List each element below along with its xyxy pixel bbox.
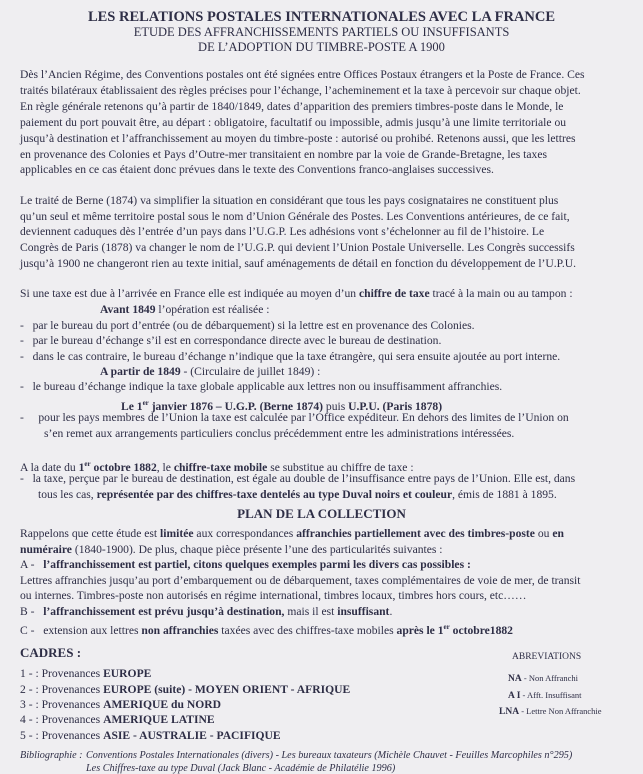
list-item: - pour les pays membres de l’Union la taxe est calculée par l’Office expéditeur. En dehors des limites de l’Union on bbox=[20, 411, 569, 424]
avant-1849-heading: Avant 1849 l’opération est réalisée : bbox=[100, 303, 270, 316]
berne-paragraph-line: qu’un seul et même territoire postal sous le nom d’Union Générale des Postes. Les Conventions antérieures, de ce fait, bbox=[20, 210, 570, 223]
plan-heading: PLAN DE LA COLLECTION bbox=[237, 506, 406, 521]
intro-paragraph-line: applicables en ce cas étaient donc prévues dans le texte des Conventions franco-anglaises successives. bbox=[20, 163, 494, 176]
chiffre-taxe-intro: A la date du 1er octobre 1882, le chiffre-taxe mobile se substitue au chiffre de taxe : bbox=[20, 460, 414, 474]
page-title: LES RELATIONS POSTALES INTERNATIONALES AVEC LA FRANCE bbox=[87, 9, 556, 25]
list-item-continuation: tous les cas, représentée par des chiffres-taxe dentelés au type Duval noirs et couleur, émis de 1881 à 1895. bbox=[38, 488, 557, 501]
plan-item-a-detail: Lettres affranchies jusqu’au port d’embarquement ou de débarquement, taxes complémentaires de voie de mer, de transit bbox=[20, 574, 581, 587]
upu-heading: Le 1er janvier 1876 – U.G.P. (Berne 1874) puis U.P.U. (Paris 1878) bbox=[121, 399, 443, 413]
cadres-heading: CADRES : bbox=[20, 645, 82, 660]
intro-paragraph-line: Dès l’Ancien Régime, des Conventions postales ont été signées entre Offices Postaux étrangers et la Poste de France. Ces bbox=[20, 68, 585, 81]
bibliography-label: Bibliographie : bbox=[20, 750, 83, 761]
berne-paragraph-line: Congrès de Paris (1878) va changer le nom de l’U.G.P. qui devient l’Union Postale Universelle. Les Congrès successifs bbox=[20, 241, 575, 254]
cadre-item: 4 - : Provenances AMERIQUE LATINE bbox=[20, 713, 215, 726]
abbreviation-item: LNA - Lettre Non Affranchie bbox=[499, 706, 602, 717]
page-subtitle-dates: DE L’ADOPTION DU TIMBRE-POSTE A 1900 bbox=[198, 40, 445, 54]
intro-paragraph-line: paiement du port pouvait être, au départ : obligatoire, facultatif ou impossible, admis jusqu’à une limite territoriale ou bbox=[20, 116, 567, 129]
list-item: - par le bureau d’échange s’il est en correspondance directe avec le bureau de destination. bbox=[20, 334, 442, 347]
intro-paragraph-line: en provenance des Colonies et Pays d’Outre-mer transitaient en nombre par la voie de Grande-Bretagne, les taxes bbox=[20, 148, 548, 161]
plan-paragraph-line: numéraire (1840-1900). De plus, chaque pièce présente l’une des particularités suivantes : bbox=[20, 543, 443, 556]
plan-item-c: C - extension aux lettres non affranchies taxées avec des chiffres-taxe mobiles après le 1er octobre1882 bbox=[20, 623, 513, 637]
intro-paragraph-line: traités bilatéraux établissaient des règles précises pour l’échange, l’acheminement et la taxe à percevoir sur chaque objet. bbox=[20, 84, 581, 97]
abbreviations-heading: ABREVIATIONS bbox=[512, 652, 582, 662]
taxe-intro: Si une taxe est due à l’arrivée en France elle est indiquée au moyen d’un chiffre de taxe tracé à la main ou au tampon : bbox=[20, 287, 573, 300]
plan-item-a: A - l’affranchissement est partiel, citons quelques exemples parmi les divers cas possibles : bbox=[20, 558, 471, 571]
intro-paragraph-line: jusqu’à destination et l’affranchissement au moyen du timbre-poste : autorisé ou prohibé. Retenons aussi, que les lettres bbox=[20, 132, 576, 145]
plan-item-b: B - l’affranchissement est prévu jusqu’à destination, mais il est insuffisant. bbox=[20, 605, 393, 618]
cadre-item: 3 - : Provenances AMERIQUE du NORD bbox=[20, 698, 221, 711]
berne-paragraph-line: deviennent caduques dès l’entrée d’un pays dans l’U.G.P. Les adhésions vont s’échelonner au fil de l’histoire. Le bbox=[20, 225, 545, 238]
berne-paragraph-line: Le traité de Berne (1874) va simplifier la situation en considérant que tous les pays cosignataires ne constituent plus bbox=[20, 194, 559, 207]
emphasis: chiffre de taxe bbox=[359, 287, 430, 300]
cadre-item: 1 - : Provenances EUROPE bbox=[20, 667, 152, 680]
list-item: - dans le cas contraire, le bureau d’échange n’indique que la taxe étrangère, qui sera ensuite ajoutée au port interne. bbox=[20, 350, 561, 363]
bibliography-entry: Les Chiffres-taxe au type Duval (Jack Blanc - Académie de Philatélie 1996) bbox=[86, 763, 396, 774]
berne-paragraph-line: jusqu’à 1900 ne changeront rien au texte initial, sauf aménagements de détail en fonction du développement de l’U.P.U. bbox=[20, 257, 577, 270]
bibliography-entry: Conventions Postales Internationales (divers) - Les bureaux taxateurs (Michèle Chauvet - Feuilles Marcophiles n°295) bbox=[86, 750, 573, 761]
list-item: - par le bureau du port d’entrée (ou de débarquement) si la lettre est en provenance des Colonies. bbox=[20, 319, 475, 332]
abbreviation-item: A I - Afft. Insuffisant bbox=[508, 690, 582, 701]
plan-paragraph-line: Rappelons que cette étude est limitée aux correspondances affranchies partiellement avec des timbres-poste ou en bbox=[20, 527, 564, 540]
partir-1849-heading: A partir de 1849 - (Circulaire de juillet 1849) : bbox=[100, 365, 321, 378]
abbreviation-item: NA - Non Affranchi bbox=[508, 673, 578, 684]
cadre-item: 2 - : Provenances EUROPE (suite) - MOYEN ORIENT - AFRIQUE bbox=[20, 683, 351, 696]
list-item: - le bureau d’échange indique la taxe globale applicable aux lettres non ou insuffisamment affranchies. bbox=[20, 380, 503, 393]
page-subtitle: ETUDE DES AFFRANCHISSEMENTS PARTIELS OU INSUFFISANTS bbox=[133, 25, 510, 39]
list-item: - la taxe, perçue par le bureau de destination, est égale au double de l’insuffisance entre pays de l’Union. Elle est, dans bbox=[20, 472, 576, 485]
cadre-item: 5 - : Provenances ASIE - AUSTRALIE - PACIFIQUE bbox=[20, 729, 281, 742]
intro-paragraph-line: En règle générale retenons qu’à partir de 1840/1849, dates d’apparition des premiers timbres-poste dans le Monde, le bbox=[20, 100, 564, 113]
plan-item-a-detail: ou internes. Timbres-poste non autorisés en régime international, timbres locaux, timbres hors cours, etc…… bbox=[20, 589, 527, 602]
list-item-continuation: s’en remet aux arrangements particuliers conclus précédemment entre les administrations intéressées. bbox=[44, 427, 515, 440]
